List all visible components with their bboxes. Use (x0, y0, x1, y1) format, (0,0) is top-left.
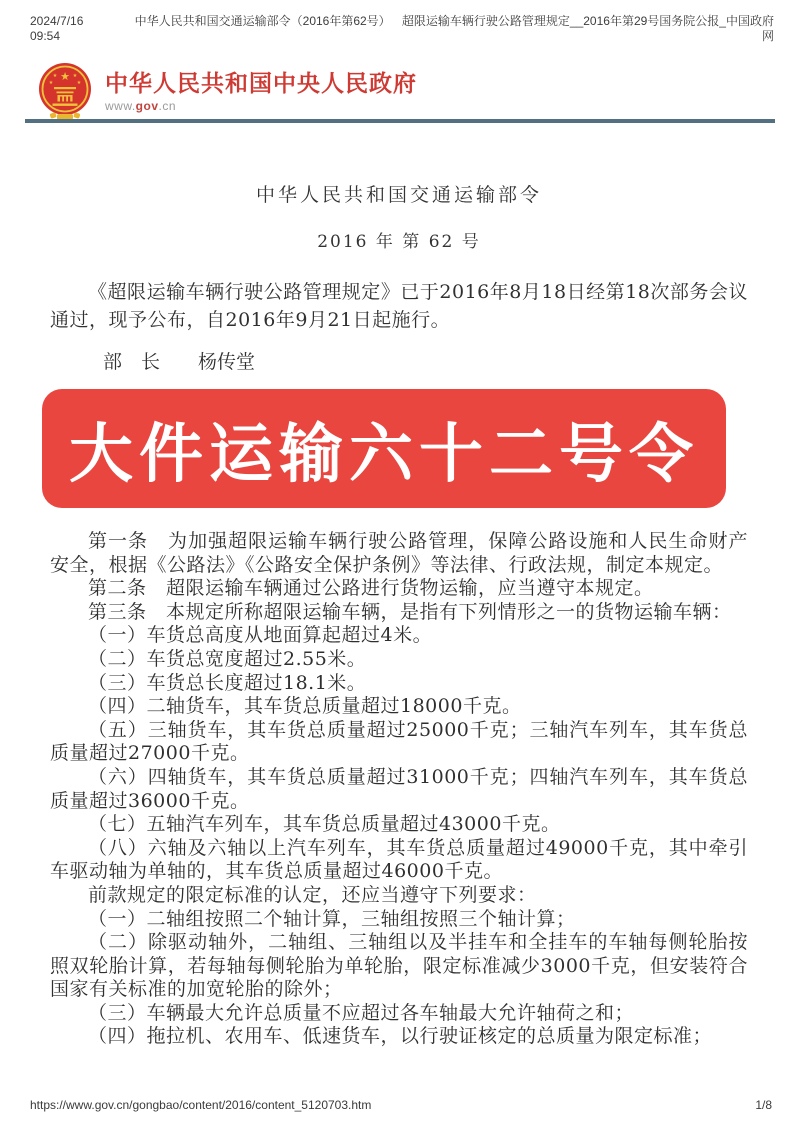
print-footer (30, 1098, 772, 1113)
document-paragraph: （七）五轴汽车列车，其车货总质量超过43000千克。 (88, 813, 561, 836)
site-url-suffix: .cn (158, 99, 177, 113)
svg-text:★: ★ (76, 80, 82, 86)
document-paragraph: 第三条 本规定所称超限运输车辆，是指有下列情形之一的货物运输车辆： (88, 600, 732, 623)
site-url-gov: gov (135, 99, 159, 113)
document (50, 0, 748, 1049)
svg-text:★: ★ (48, 80, 54, 86)
print-page-indicator: 1/8 (755, 1098, 772, 1112)
document-paragraph: （四）拖拉机、农用车、低速货车，以行驶证核定的总质量为限定标准； (88, 1025, 713, 1048)
document-paragraph: （一）车货总高度从地面算起超过4米。 (88, 624, 433, 647)
print-page-title: 超限运输车辆行驶公路管理规定__2016年第29号国务院公报_中国政府网 (401, 14, 774, 43)
document-paragraph: （四）二轴货车，其车货总质量超过18000千克。 (88, 695, 522, 718)
document-paragraph: （六）四轴货车，其车货总质量超过31000千克；四轴汽车列车，其车货总质量超过36000千克。 (50, 765, 748, 812)
document-intro: 《超限运输车辆行驶公路管理规定》已于2016年8月18日经第18次部务会议通过，现予公布，自2016年9月21日起施行。 (50, 281, 748, 331)
red-banner (42, 389, 726, 508)
red-banner-text: 大件运输六十二号令 (69, 417, 699, 492)
document-paragraph: 第一条 为加强超限运输车辆行驶公路管理，保障公路设施和人民生命财产安全，根据《公路法》《公路安全保护条例》等法律、行政法规，制定本规定。 (50, 530, 748, 576)
document-paragraph: 第二条 超限运输车辆通过公路进行货物运输，应当遵守本规定。 (88, 577, 654, 600)
document-paragraphs (50, 530, 748, 1049)
svg-text:★: ★ (60, 71, 70, 83)
document-paragraph: （三）车货总长度超过18.1米。 (88, 671, 367, 694)
print-footer-url: https://www.gov.cn/gongbao/content/2016/content_5120703.htm (30, 1098, 372, 1112)
document-paragraph: （二）除驱动轴外，二轴组、三轴组以及半挂车和全挂车的车轴每侧轮胎按照双轮胎计算，若每轴每侧轮胎为单轮胎，限定标准减少3000千克，但安装符合国家有关标准的加宽轮胎的除外； (50, 931, 748, 1001)
site-name: 中华人民共和国中央人民政府 (105, 70, 417, 96)
document-paragraph: （八）六轴及六轴以上汽车列车，其车货总质量超过49000千克，其中牵引车驱动轴为单轴的，其车货总质量超过46000千克。 (50, 836, 748, 883)
svg-text:★: ★ (52, 73, 58, 79)
print-datetime: 2024/7/16 09:54 (30, 14, 84, 43)
document-paragraph: （二）车货总宽度超过2.55米。 (88, 647, 367, 670)
document-title: 中华人民共和国交通运输部令 (255, 184, 542, 206)
document-paragraph: （一）二轴组按照二个轴计算，三轴组按照三个轴计算； (88, 907, 576, 930)
print-doc-title: 中华人民共和国交通运输部令（2016年第62号） (134, 14, 391, 28)
site-url-prefix: www. (105, 99, 136, 113)
document-paragraph: （三）车辆最大允许总质量不应超过各车轴最大允许轴荷之和； (88, 1001, 635, 1024)
svg-text:★: ★ (72, 73, 78, 79)
document-paragraph: （五）三轴货车，其车货总质量超过25000千克；三轴汽车列车，其车货总质量超过27000千克。 (50, 718, 748, 765)
minister-signature: 部 长 杨传堂 (103, 351, 256, 373)
document-paragraph: 前款规定的限定标准的认定，还应当遵守下列要求： (88, 883, 537, 906)
document-issue-number: 2016 年 第 62 号 (317, 232, 481, 252)
